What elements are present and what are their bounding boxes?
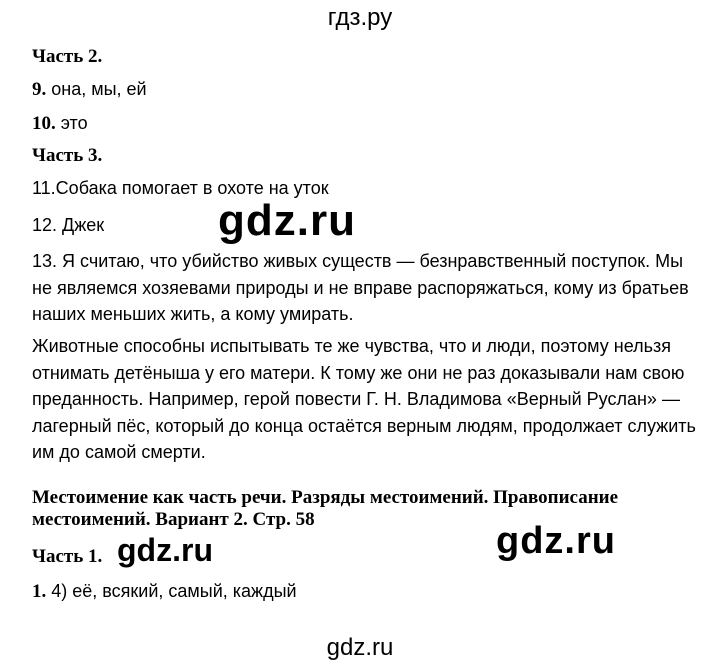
section-title-line2: местоимений. Вариант 2. Стр. 58 [32,509,315,530]
watermark-bottom: gdz.ru [326,634,394,661]
list-item-10 [32,112,88,135]
item-number: 10. [32,113,56,134]
item-text: 4) её, всякий, самый, каждый [46,581,297,601]
list-item-9 [32,78,147,101]
watermark-left-small: gdz.ru [117,532,213,568]
item-text: она, мы, ей [46,79,147,99]
part1-heading: Часть 1. [32,546,103,567]
list-item-1 [32,580,297,603]
item-number: 9. [32,79,47,100]
site-header: гдз.ру [327,4,393,31]
item-number: 1. [32,581,47,602]
part3-heading: Часть 3. [32,145,103,166]
list-item-13: 13. Я считаю, что убийство живых существ — безнравственный поступок. Мы не являемся хозяевами природы и не вправе распоряжаться, кому из братьев наших меньших жить, а кому умирать. [32,251,689,324]
item-text: это [55,113,88,133]
watermark-center: gdz.ru [218,196,356,245]
essay-paragraph: Животные способны испытывать те же чувства, что и люди, поэтому нельзя отнимать детёныша у его матери. К тому же они не раз доказывали нам свою преданность. Например, герой повести Г. Н. Владимова «Верный Руслан» — лагерный пёс, который до конца остаётся верным людям, продолжает служить им до самой смерти. [32,336,696,462]
part2-heading: Часть 2. [32,46,103,67]
list-item-12: 12. Джек [32,215,105,235]
watermark-right: gdz.ru [496,520,616,562]
section-title-line1: Местоимение как часть речи. Разряды местоимений. Правописание [32,487,619,508]
list-item-11: 11.Собака помогает в охоте на уток [32,178,329,198]
